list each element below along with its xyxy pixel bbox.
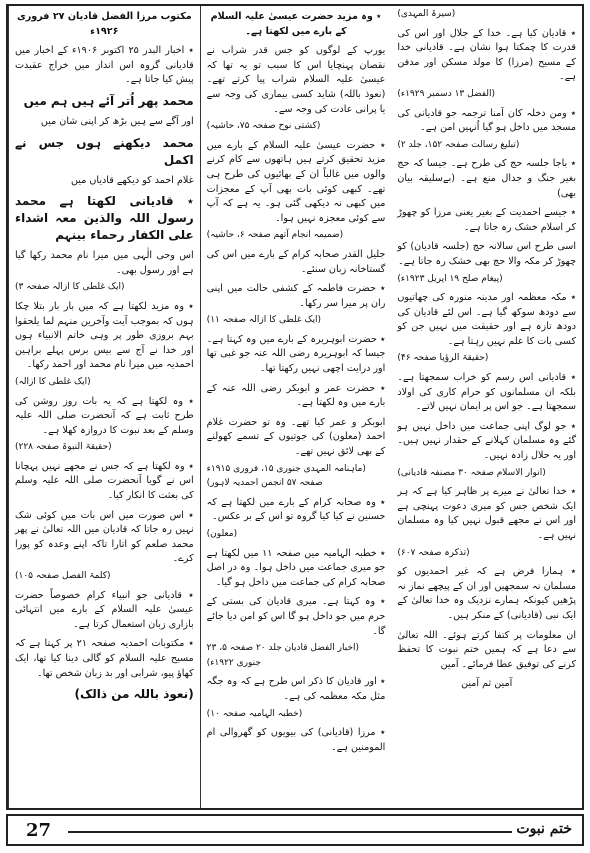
paragraph: ٭ اخبار البدر ۲۵ اکتوبر ۱۹۰۶ء کے اخبار میں قادیانی گروہ اس انداز میں خراج عقیدت پیش کیا جاتا ہے۔ [15,45,194,86]
source-citation: (معلون) [206,529,238,539]
paragraph: ٭ ہمارا فرض ہے کہ غیر احمدیوں کو مسلمان نہ سمجھیں اور ان کے پیچھے نماز نہ پڑھیں کیونکہ ہمارے نزدیک وہ خدا تعالیٰ کے ایک نبی (قادیانی) کے منکر ہیں۔ [397,566,577,621]
paragraph: ان معلومات پر کتفا کرتے ہوئے۔ اللہ تعالیٰ سے دعا ہے کہ ہمیں ختم نبوت کا تحفظ کرنے کی توفیق عطا فرمائے۔ آمین [397,629,577,670]
paragraph: محمد پھر اُتر آئے ہیں ہم میں [23,93,194,108]
paragraph: ٭ قادیانی اس رسم کو خراب سمجھتا ہے۔ بلکہ ان مسلمانوں کو حرام کاری کی اولاد سمجھتا ہے۔ جو اس پر ایمان نہیں لاتے۔ [397,372,577,413]
paragraph: اس وحی الٰہی میں میرا نام محمد رکھا گیا ہے اور رسول بھی۔ [15,250,194,276]
source-citation: (سیرۃ المہدی) [397,9,456,19]
paragraph: یورپ کے لوگوں کو جس قدر شراب نے نقصان پہنچایا اس کا سبب تو یہ تھا کہ عیسیٰ علیہ السلام شراب پیا کرتے تھے۔ (نعوذ باللہ) شاید کسی بیماری کی وجہ سے یا پرانی عادت کی وجہ سے۔ [206,45,386,115]
source-citation: (اخبار الفضل قادیان جلد ۲۰ صفحہ ۵، ۲۳ جنوری ۱۹۲۲ء) [206,643,360,668]
paragraph: ٭ خدا تعالیٰ نے میرے پر ظاہر کیا ہے کہ ہر ایک شخص جس کو میری دعوت پہنچی ہے اور اس نے مجھے قبول نہیں کیا وہ مسلمان نہیں ہے۔ [397,486,577,541]
paragraph: ٭ مکہ معظمہ اور مدینہ منورہ کی چھاتیوں سے دودھ سوکھ گیا ہے۔ اس لئے قادیان کی دودھ تازہ ہے اور حقیقت میں نہیں جن کو کسی بات کا علم نہیں رہتا ہے۔ [397,292,577,347]
source-citation: (ایک غلطی کا ازالہ صفحہ ۳) [15,282,125,293]
paragraph: اور آگے سے ہیں بڑھ کر اپنی شان میں [40,115,194,127]
page-number: 27 [26,820,52,841]
source-citation: (ایک غلطی کا ازالہ) [15,376,91,387]
paragraph: آمین ثم آمین [461,678,513,690]
footer-rule [68,831,512,833]
paragraph: ٭ حضرت عمر و ابوبکر رضی اللہ عنہ کے بارے میں وہ لکھتا ہے۔ [206,382,386,409]
paragraph: ٭ حضرت عیسیٰ علیہ السلام کے بارے میں مزید تحقیق کرتے ہیں ہاتھوں سے کام کرنے والوں میں غالباً ان کے بھائیوں کی طرح ہی تھے۔ کبھی کوئی بات بھی آپ کے معجزات میں کبھی نہ دیکھی گئی ہو۔ یہ ہے کہ آپ سے کوئی معجزہ نہیں ہوا۔ [206,139,386,224]
paragraph: غلام احمد کو دیکھے قادیاں میں [71,174,194,186]
paragraph: ٭ مکتوبات احمدیہ صفحہ ۲۱ پر کہتا ہے کہ مسیح علیہ السلام کو گالی دینا کیا تھا، ایک کھاؤ پیو، شرابی اور بد زبان شخص تھا۔ [15,638,194,679]
source-citation: (انوار الاسلام صفحہ ۳۰ مصنفہ قادیانی) [397,467,546,478]
paragraph: ٭ جیسے احمدیت کے بغیر یعنی مرزا کو چھوڑ کر اسلام خشک رہ جاتا ہے۔ [397,207,577,233]
paragraph: ٭ وہ مزید لکھتا ہے کہ میں بار بار بتلا چکا ہوں کہ بموجب آیت وآخرین منہم لما یلحقوا بہم بروزی طور پر وہی خاتم الانبیاء ہوں اور خدا نے آج سے بیس برس پہلے براہین احمدیہ میں میرا نام محمد اور احمد رکھا۔ [15,300,194,371]
source-citation: (پیغام صلح ۱۹ اپریل ۱۹۲۳ء) [397,273,503,284]
paragraph: اسی طرح اس سالانہ حج (جلسہ قادیان) کو چھوڑ کر مکہ والا حج بھی خشک رہ جاتا ہے۔ [397,241,577,267]
column-middle [200,6,392,808]
source-citation: (حقیقۃ الرؤیا صفحہ ۴۶) [397,353,489,364]
paragraph: ٭ مرزا (قادیانی) کی بیویوں کو گھروالی ام المومنین ہے۔ [206,727,386,753]
source-citation: (تذکرہ صفحہ ۶۰۷) [397,547,470,558]
paragraph: ٭ جو لوگ اپنی جماعت میں داخل نہیں ہو گئے وہ مسلمان کہلانے کے حقدار نہیں ہیں۔ اور یہ حلال زادہ نہیں۔ [397,420,577,462]
paragraph: ٭ خطبہ الہامیہ میں صفحہ ۱۱ میں لکھتا ہے جو میری جماعت میں داخل ہوا۔ وہ در اصل صحابہ کرام کی جماعت میں داخل ہو گیا۔ [206,547,386,588]
footer-title: ختم نبوت [516,821,572,837]
paragraph: ٭ حضرت فاطمہ کے کشفی حالت میں اپنی ران پر میرا سر رکھا۔ [206,283,386,309]
source-citation: (تبلیغ رسالت صفحہ ۱۵۲، جلد ۲) [397,139,520,150]
source-citation: (ایک غلطی کا ازالہ صفحہ ۱۱) [206,315,321,326]
source-citation: (کلمۃ الفصل صفحہ ۱۰۵) [15,571,111,582]
column-right [8,6,200,808]
paragraph: ابوبکر و عمر کیا تھے۔ وہ تو حضرت غلام احمد (معلون) کی جوتیوں کے تسمے کھولنے کے بھی لائق نہیں تھے۔ [206,416,386,458]
page-frame [6,4,584,810]
paragraph: ٭ حضرت ابوہریرہ کے بارے میں وہ کہتا ہے۔ جیسا کہ ابوہریرہ رضی اللہ عنہ جو غبی تھا اور درایت اچھی نہیں رکھتا تھا۔ [206,333,386,375]
paragraph: جلیل القدر صحابہ کرام کے بارے میں اس کی گستاخانہ زبان سنئے۔ [206,248,386,275]
paragraph: ٭ وہ لکھتا ہے کہ جس نے مجھے نہیں پہچانا اس نے گویا آنحضرت صلی اللہ علیہ وسلم کی بعثت کا انکار کیا۔ [15,460,194,502]
source-citation: (خطبہ الہامیہ صفحہ ۱۰) [206,708,303,719]
paragraph: ٭ اور قادیان کا ذکر اس طرح ہے کہ وہ جگہ مثل مکہ معظمہ کی ہے۔ [206,676,386,702]
source-citation: (ماہنامہ المہدی جنوری ۱۵، فروری ۱۹۱۵ء صفحہ ۵۷ انجمن احمدیہ لاہور) [206,463,366,489]
paragraph: مکتوب مرزا الفضل قادیان ۲۷ فروری ۱۹۲۶ء [16,11,192,37]
source-citation: (حقیقۃ النبوۃ صفحہ ۲۲۸) [15,442,112,453]
page-footer [6,814,584,846]
source-citation: (الفضل ۱۳ دسمبر ۱۹۲۹ء) [397,88,496,99]
source-citation: (ضمیمہ انجام آتھم صفحہ ۶، حاشیہ) [206,230,344,241]
paragraph: محمد دیکھنے ہوں جس نے اکمل [15,135,194,167]
paragraph: ٭ وہ مزید حضرت عیسیٰ علیہ السلام کے بارے میں لکھتا ہے۔ [210,11,382,37]
source-citation: (کشتی نوح صفحہ ۷۵، حاشیہ) [206,121,321,132]
paragraph: ٭ وہ صحابہ کرام کے بارے میں لکھتا ہے کہ حسنین نے کیا کیا گروہ تو اس کے بر عکس۔ [206,496,386,523]
column-left [391,6,582,808]
paragraph: ٭ قادیان کیا ہے۔ خدا کے جلال اور اس کی قدرت کا چمکتا ہوا نشان ہے۔ قادیانی خدا کے مسیح (مرزا) کا مولد مسکن اور مدفن ہے۔ [397,27,577,83]
paragraph: ٭ قادیانی لکھتا ہے محمد رسول اللہ والذین معہ اشداء علی الکفار رحماء بینہم [15,194,194,243]
paragraph: ٭ وہ لکھتا ہے کہ یہ بات روز روشن کی طرح ثابت ہے کہ آنحضرت صلی اللہ علیہ وسلم کے بعد نبوت کا دروازہ کھلا ہے۔ [15,395,194,436]
paragraph: ٭ اس صورت میں اس بات میں کوئی شک نہیں رہ جاتا کہ قادیان میں اللہ تعالیٰ نے پھر محمد صلعم کو اتارا تاکہ اپنے وعدہ کو پورا کرے۔ [15,509,194,565]
paragraph: ٭ ومن دخلہ کان آمنا ترجمہ جو قادیانی کی مسجد میں داخل ہو گیا اُنہیں امن ہے۔ [397,107,577,134]
paragraph: (نعوذ باللہ من ذالک) [74,687,194,702]
paragraph: ٭ باجا جلسہ حج کی طرح ہے۔ جیسا کہ حج بغیر جنگ و جدال منع ہے۔ (بےسلیقہ بیان بھی) [397,158,577,199]
paragraph: ٭ قادیانی جو انبیاء کرام خصوصاً حضرت عیسیٰ علیہ السلام کے بارے میں انتہائی بازاری زبان استعمال کرتا ہے۔ [15,589,194,630]
paragraph: ٭ وہ کہتا ہے۔ میری قادیان کی بستی کے حرم میں جو داخل ہو گا اس کو امن دیا جائے گا۔ [206,596,386,637]
